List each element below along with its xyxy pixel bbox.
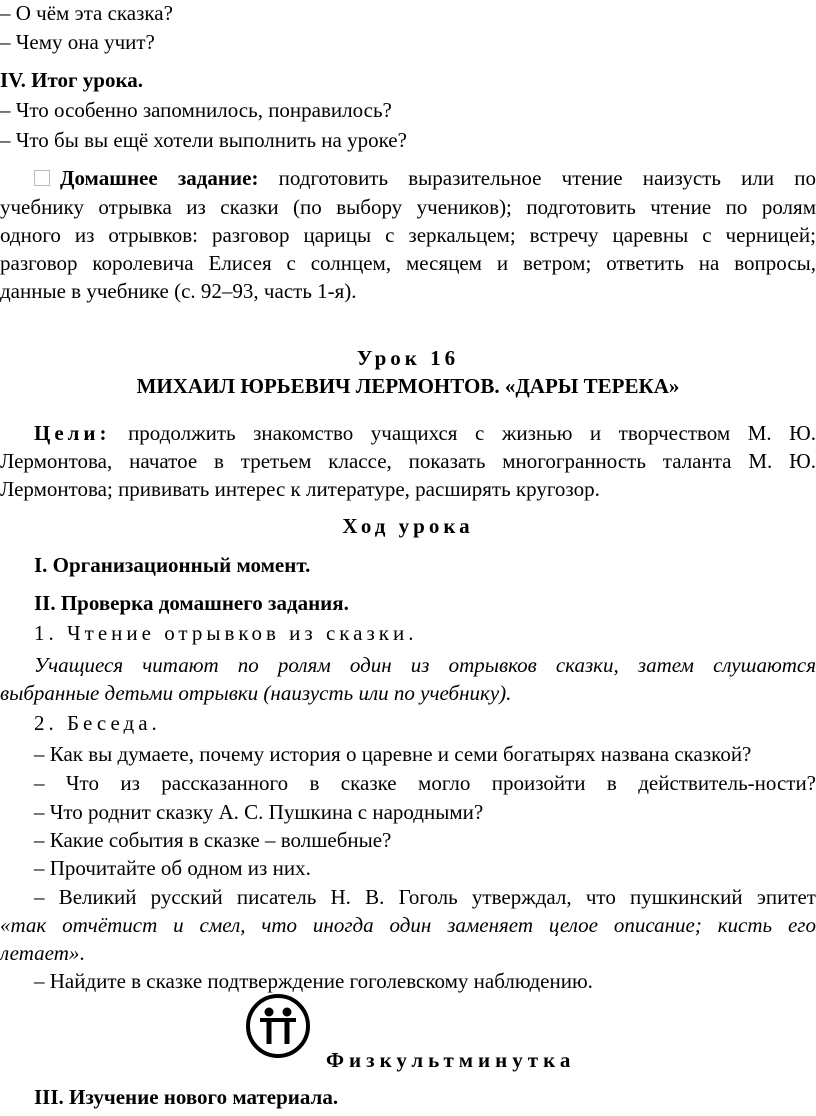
question-11: – Найдите в сказке подтверждение гоголевскому наблюдению. — [34, 969, 593, 993]
two-figures-exercise-icon — [245, 993, 311, 1059]
homework-line-3: одного из отрывков: разговор царицы с зеркальцем; встречу царевны с черницей; — [0, 223, 816, 247]
question-3: – Что особенно запомнилось, понравилось? — [0, 98, 392, 122]
question-7: – Что роднит сказку А. С. Пушкина с народными? — [34, 800, 484, 824]
question-9: – Прочитайте об одном из них. — [34, 856, 311, 880]
italic-line-1: Учащиеся читают по ролям один из отрывков сказки, затем слушаются — [34, 653, 816, 677]
homework-line-4: разговор королевича Елисея с солнцем, месяцем и ветром; ответить на вопросы, — [0, 251, 816, 275]
question-5: – Как вы думаете, почему история о царевне и семи богатырях названа сказкой? — [34, 742, 752, 766]
question-8: – Какие события в сказке – волшебные? — [34, 828, 392, 852]
quote-line-2: летает». — [0, 941, 85, 965]
homework-label: Домашнее задание: — [60, 166, 259, 190]
italic-line-2: выбранные детьми отрывки (наизусть или по учебнику). — [0, 681, 512, 705]
item-1-heading: 1. Чтение отрывков из сказки. — [34, 621, 418, 645]
homework-line-2: учебнику отрывка из сказки (по выбору учеников); подготовить чтение по ролям — [0, 195, 816, 219]
checkbox-bullet-icon — [34, 170, 50, 186]
question-2: – Чему она учит? — [0, 30, 155, 54]
goals-label: Цели: — [34, 421, 111, 445]
question-10: – Великий русский писатель Н. В. Гоголь утверждал, что пушкинский эпитет — [34, 885, 816, 909]
goals-line-1: Цели: продолжить знакомство учащихся с жизнью и творчеством М. Ю. — [34, 421, 816, 445]
lesson-number: Урок 16 — [356, 346, 460, 370]
question-6: – Что из рассказанного в сказке могло произойти в действитель-ности? — [34, 771, 816, 795]
course-heading: Ход урока — [342, 514, 474, 538]
question-1: – О чём эта сказка? — [0, 1, 173, 25]
question-4: – Что бы вы ещё хотели выполнить на уроке? — [0, 128, 407, 152]
homework-line-1: Домашнее задание: подготовить выразительное чтение наизусть или по — [34, 165, 816, 192]
section-heading-1: I. Организационный момент. — [34, 553, 311, 577]
goals-line-2: Лермонтова, начатое в третьем классе, показать многогранность таланта М. Ю. — [0, 449, 816, 473]
section-heading-3: III. Изучение нового материала. — [34, 1085, 339, 1109]
goals-line-3: Лермонтова; прививать интерес к литературе, расширять кругозор. — [0, 477, 600, 501]
physical-minute-heading: Физкультминутка — [326, 1048, 576, 1072]
item-2-heading: 2. Беседа. — [34, 711, 161, 735]
lesson-title: МИХАИЛ ЮРЬЕВИЧ ЛЕРМОНТОВ. «ДАРЫ ТЕРЕКА» — [136, 374, 680, 398]
section-heading-4: IV. Итог урока. — [0, 68, 144, 92]
quote-line-1: «так отчётист и смел, что иногда один заменяет целое описание; кисть его — [0, 913, 816, 937]
section-heading-2: II. Проверка домашнего задания. — [34, 591, 349, 615]
homework-line-5: данные в учебнике (с. 92–93, часть 1-я). — [0, 279, 357, 303]
